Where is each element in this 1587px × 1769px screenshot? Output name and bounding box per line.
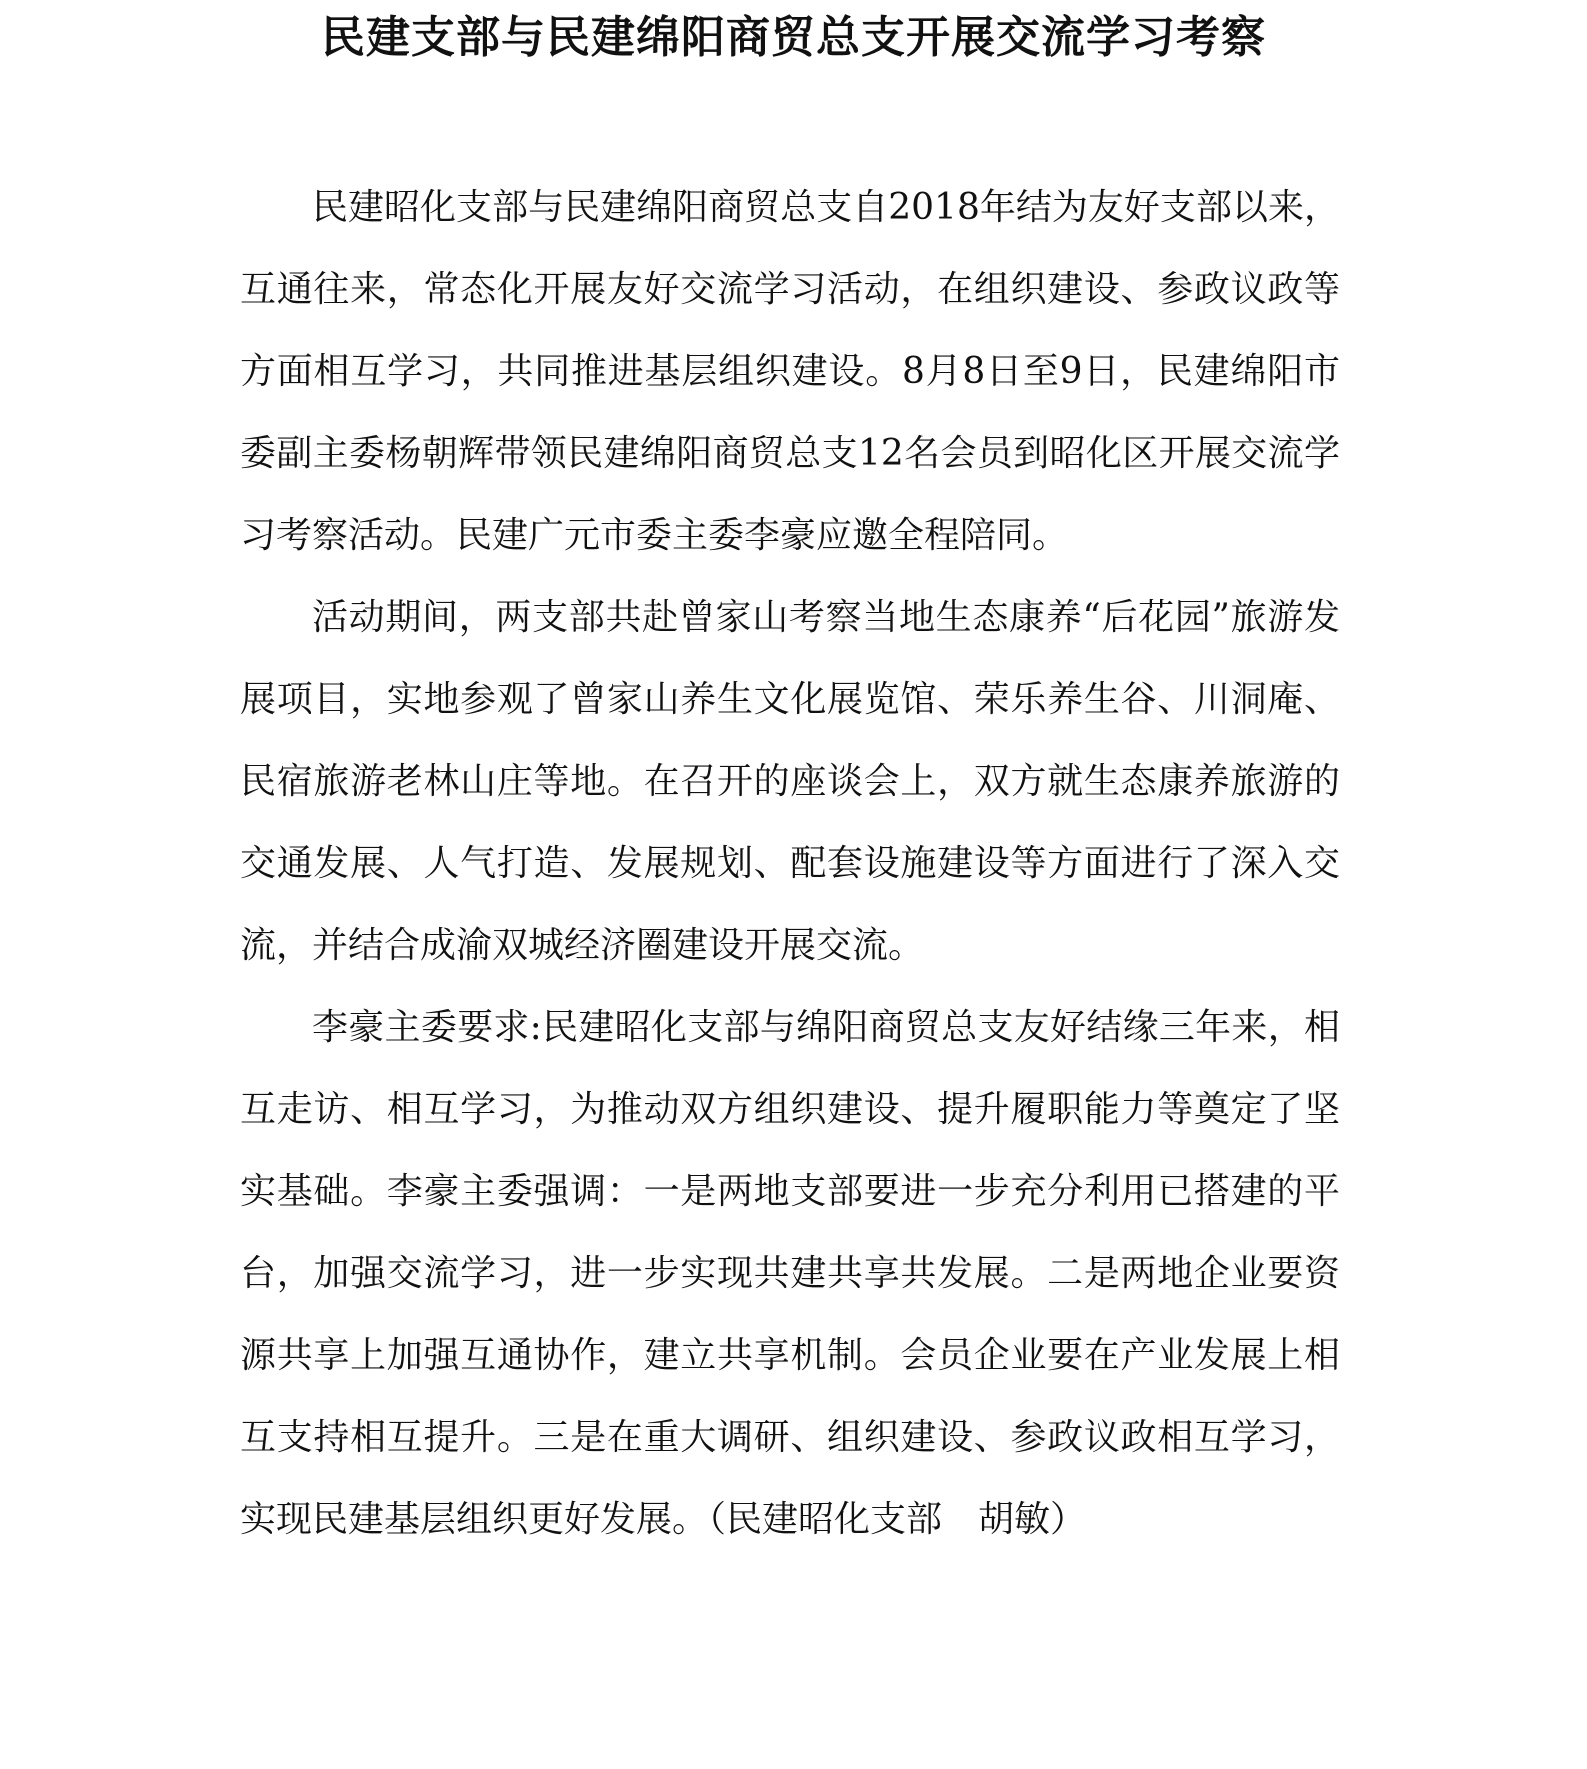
paragraph-1: 民建昭化支部与民建绵阳商贸总支自2018年结为友好支部以来，互通往来，常态化开展友好交流学习活动，在组织建设、参政议政等方面相互学习，共同推进基层组织建设。8月8日至9日，民建绵阳市委副主委杨朝辉带领民建绵阳商贸总支12名会员到昭化区开展交流学习考察活动。民建广元市委主委李豪应邀全程陪同。 [240,187,1340,556]
article-body [240,167,1340,1561]
document-title: 民建支部与民建绵阳商贸总支开展交流学习考察 [321,12,1266,63]
paragraph-2: 活动期间，两支部共赴曾家山考察当地生态康养“后花园”旅游发展项目，实地参观了曾家山养生文化展览馆、荣乐养生谷、川洞庵、民宿旅游老林山庄等地。在召开的座谈会上，双方就生态康养旅游的交通发展、人气打造、发展规划、配套设施建设等方面进行了深入交流，并结合成渝双城经济圈建设开展交流。 [240,597,1340,966]
paragraph-3: 李豪主委要求:民建昭化支部与绵阳商贸总支友好结缘三年来，相互走访、相互学习，为推动双方组织建设、提升履职能力等奠定了坚实基础。李豪主委强调：一是两地支部要进一步充分利用已搭建的平台，加强交流学习，进一步实现共建共享共发展。二是两地企业要资源共享上加强互通协作，建立共享机制。会员企业要在产业发展上相互支持相互提升。三是在重大调研、组织建设、参政议政相互学习，实现民建基层组织更好发展。（民建昭化支部 胡敏） [240,1007,1340,1540]
